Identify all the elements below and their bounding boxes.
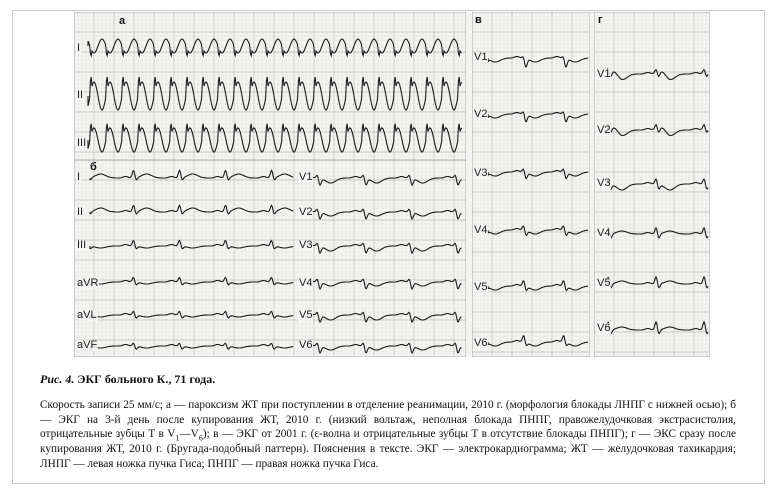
caption-text-2: ); в — ЭКГ от 2001 г. (ε-волна и отрицательные зубцы Т в отсутствие блокады ПНПГ); г — ЭКС сразу после купирования ЖТ, 2010 г. (Бругада-подобный паттерн). Пояснения в тексте. ЭКГ — электрокардиограмма; ЖТ — желудочковая тахикардия; ЛНПГ — левая ножка пучка Гиса; ПНПГ — правая ножка пучка Гиса. [40,428,736,470]
ecg-trace-b-left-4 [90,278,293,285]
ecg-trace-b-right-5 [312,312,462,322]
lead-label-v-6: V6 [474,337,488,349]
lead-label-g-2: V2 [597,124,611,136]
lead-label-b-5: aVL [77,309,97,321]
lead-label-b-6: aVF [77,339,98,351]
ecg-trace-a-2 [88,77,462,110]
ecg-trace-b-right-2 [312,209,462,219]
ecg-traces-b [74,160,466,357]
ecg-trace-v-6 [488,336,588,346]
ecg-trace-v-1 [488,57,588,67]
lead-label-a-1: I [77,42,81,54]
ecg-panel-a [74,12,466,160]
lead-label-b-v4: V4 [299,277,313,289]
ecg-trace-v-4 [488,226,588,236]
lead-label-b-2: II [77,206,84,218]
ecg-trace-b-left-3 [90,241,293,249]
ecg-trace-b-right-3 [312,243,462,253]
lead-label-a-3: III [77,137,87,149]
ecg-trace-b-left-2 [90,205,293,214]
lead-label-g-5: V5 [597,277,611,289]
ecg-traces-a [74,12,466,160]
panel-label-v: в [475,14,482,26]
ecg-panel-b [74,160,466,357]
caption-sub-1: 1 [175,433,180,443]
lead-label-b-v5: V5 [299,309,313,321]
ecg-panel-v [472,12,590,357]
lead-label-g-3: V3 [597,177,611,189]
caption-sub-2: 6 [198,433,203,443]
ecg-trace-v-3 [488,169,588,179]
lead-label-b-v2: V2 [299,206,313,218]
lead-label-b-v3: V3 [299,239,313,251]
lead-label-b-v1: V1 [299,171,313,183]
ecg-trace-a-1 [88,39,462,55]
ecg-panel-g [594,12,710,357]
lead-label-g-4: V4 [597,227,611,239]
lead-label-a-2: II [77,89,84,101]
lead-label-b-v6: V6 [299,339,313,351]
figure-title: ЭКГ больного К., 71 года. [74,372,216,386]
lead-label-b-4: aVR [77,277,99,289]
panel-label-b: б [90,161,97,173]
panel-label-a: а [119,15,126,27]
lead-label-v-5: V5 [474,281,488,293]
lead-label-v-2: V2 [474,108,488,120]
lead-label-b-1: I [77,171,81,183]
lead-label-v-4: V4 [474,224,488,236]
ecg-figure [74,12,710,357]
lead-label-g-1: V1 [597,68,611,80]
caption-text-1: Скорость записи 25 мм/с; а — пароксизм ЖТ при поступлении в отделение реанимации, 2010 г. (морфология блокады ЛНПГ с нижней осью); б — ЭКГ на 3-й день после купирования ЖТ, 2010 г. (низкий вольтаж, неполная блокада ПНПГ, правожелудочковая экстрасистолия, отрицательные зубцы Т в V [40,399,736,441]
figure-caption-title [40,372,215,387]
caption-dash: —V [179,428,199,441]
figure-number: Рис. 4. [40,372,75,386]
lead-label-v-3: V3 [474,167,488,179]
ecg-trace-v-5 [488,281,588,291]
lead-label-g-6: V6 [597,322,611,334]
panel-label-g: г [598,14,603,26]
ecg-traces-v [472,12,590,357]
lead-label-b-3: III [77,239,87,251]
figure-caption-body [40,398,736,472]
lead-label-v-1: V1 [474,51,488,63]
ecg-trace-b-left-5 [90,311,293,318]
